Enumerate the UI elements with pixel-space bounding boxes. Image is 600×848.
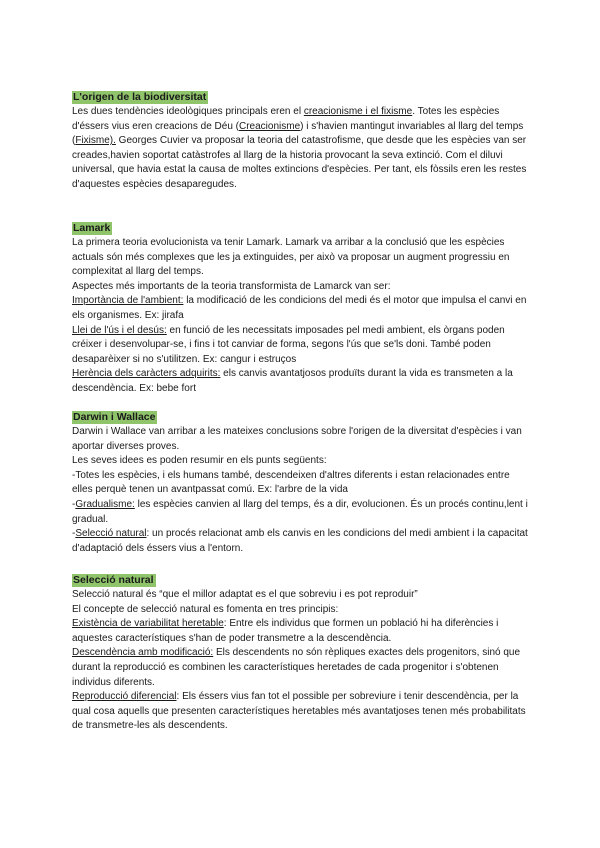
paragraph: [72, 690, 532, 734]
paragraph: [72, 324, 532, 368]
text-run: els canvis avantatjosos produïts durant la vida es transmeten a la descendència. Ex: bebe fort: [72, 368, 513, 394]
paragraph: [72, 105, 532, 193]
section-heading: Darwin i Wallace: [73, 411, 156, 423]
paragraph: La primera teoria evolucionista va tenir Lamark. Lamark va arribar a la conclusió que les espècies actuals són més complexes que les ja extinguides, per això va proposar un augment progressiu en complexitat al llarg del temps.: [72, 237, 510, 278]
section-heading: Lamark: [73, 222, 111, 234]
section-origen: [72, 87, 532, 193]
section-heading: Selecció natural: [73, 574, 154, 586]
paragraph: -Totes les espècies, i els humans també, descendeixen d'altres diferents i estan relacionades entre elles perquè tenen un avantpassat comú. Ex: l'arbre de la vida: [72, 469, 510, 496]
text-run: Les dues tendències ideològiques principals eren el: [72, 106, 304, 117]
underlined-term: creacionisme i el fixisme: [303, 106, 413, 117]
underlined-term: Gradualisme:: [75, 498, 135, 510]
paragraph: [72, 367, 532, 396]
section-seleccio-natural: [72, 570, 532, 734]
text-run: en funció de les necessitats imposades pel medi ambient, els òrgans poden créixer i desenvolupar-se, i fins i tot canviar de forma, segons l'ús que se'ls doni. També poden desaparèixer si no s'utilitzen. Ex: cangur i estruços: [72, 324, 505, 365]
text-run: ) i s'havien mantingut invariables al llarg del temps (: [72, 120, 524, 147]
paragraph: [72, 294, 532, 323]
paragraph: [72, 617, 532, 646]
section-darwin-wallace: [72, 407, 532, 556]
underlined-term: Existència de variabilitat heretable: [72, 618, 224, 630]
paragraph: Darwin i Wallace van arribar a les mateixes conclusions sobre l'origen de la diversitat d'espècies i van aportar diverses proves.: [72, 426, 522, 452]
underlined-term: Herència dels caràcters adquirits:: [72, 368, 221, 380]
text-run: . Totes les espècies d'éssers vius eren creacions de Déu (: [72, 106, 500, 132]
paragraph: Les seves idees es poden resumir en els punts següents:: [72, 455, 327, 467]
underlined-term: Llei de l'ús i el desús:: [72, 324, 167, 336]
paragraph: [72, 646, 532, 690]
paragraph: [72, 527, 532, 556]
text-run: la modificació de les condicions del medi és el motor que impulsa el canvi en els organismes. Ex: jirafa: [72, 295, 527, 321]
text-run: -: [72, 498, 76, 510]
underlined-term: Descendència amb modificació:: [72, 647, 214, 659]
underlined-term: Importància de l'ambient:: [72, 295, 184, 307]
text-run: -: [72, 528, 76, 540]
paragraph: [72, 498, 532, 527]
underlined-term: Creacionisme: [239, 120, 301, 132]
text-run: les espècies canvien al llarg del temps, és a dir, evolucionen. És un procés continu,lent i gradual.: [72, 498, 528, 525]
underlined-term: Selecció natural: [75, 528, 147, 540]
underlined-term: Reproducció diferencial: [72, 691, 177, 703]
text-run: : Entre els individus que formen un població hi ha diferències i aquestes característiques s'han de poder transmetre a la descendència.: [72, 618, 499, 644]
paragraph: El concepte de selecció natural es fomenta en tres principis:: [72, 603, 339, 615]
paragraph: Aspectes més importants de la teoria transformista de Lamarck van ser:: [72, 280, 391, 292]
section-lamark: [72, 218, 532, 397]
text-run: Els descendents no són rèpliques exactes dels progenitors, sinó que durant la reproducció es combinen les característiques heretades de cada progenitor i s'obtenen individus diferents.: [72, 647, 521, 688]
paragraph: Selecció natural és “que el millor adaptat es el que sobreviu i es pot reproduir”: [72, 589, 418, 600]
text-run: Georges Cuvier va proposar la teoria del catastrofisme, que desde que les espècies van ser creades,havien soportat catàstrofes al llarg de la historia provocant la seva extinció. Com el diluvi universal, que havia estat la causa de moltes extincions d'espècies. Per tant, els fòssils eren les restes d'aquestes espècies desaparegudes.: [72, 135, 527, 190]
underlined-term: Fixisme).: [75, 135, 116, 147]
text-run: : Els éssers vius fan tot el possible per sobreviure i tenir descendència, per la qual cosa aquells que presenten característiques heretables més avantatjoses tenen més probabilitats de transmetre-les als descendents.: [72, 691, 526, 732]
text-run: : un procés relacionat amb els canvis en les condicions del medi ambient i la capacitat d'adaptació dels éssers vius a l'entorn.: [72, 528, 528, 554]
section-heading: L'origen de la biodiversitat: [73, 91, 207, 103]
